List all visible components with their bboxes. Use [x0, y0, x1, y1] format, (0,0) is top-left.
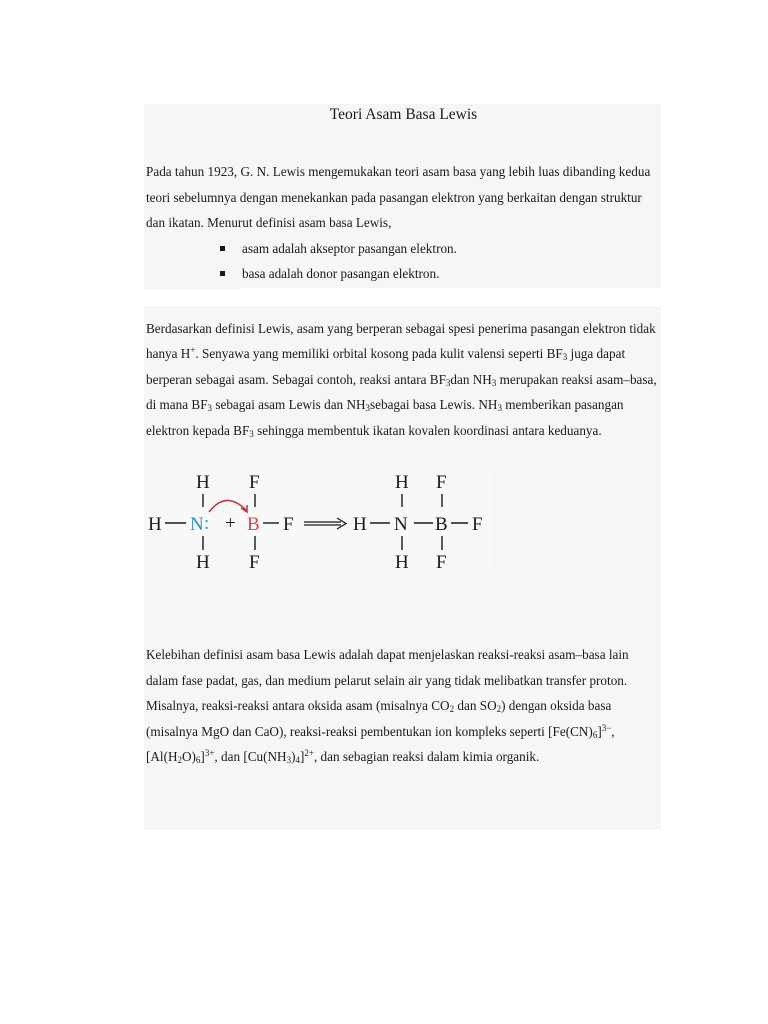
list-item-acid: asam adalah akseptor pasangan elektron.	[216, 236, 661, 262]
advantages-paragraph: Kelebihan definisi asam basa Lewis adalah dapat menjelaskan reaksi-reaksi asam–basa lain dalam fase padat, gas, dan medium pelarut selain air yang tidak melibatkan transfer proton. Misalnya, reaksi-reaksi antara oksida asam (misalnya $CO_2$ dan $SO_2$) dengan oksida basa (misalnya MgO dan CaO), reaksi-reaksi pembentukan ion kompleks seperti $[Fe(CN)_6]^{3-}$, $[Al(H_2O)_6]^{3+}$, dan $[Cu(NH_3)_4]^{2+}$, dan sebagian reaksi dalam kimia organik.	[146, 647, 629, 765]
atom-f: F	[472, 514, 483, 535]
intro-paragraph: Pada tahun 1923, G. N. Lewis mengemukakan teori asam basa yang lebih luas dibanding kedua teori sebelumnya dengan menekankan pada pasangan elektron yang berkaitan dengan struktur dan ikatan. Menurut definisi asam basa Lewis,	[146, 164, 651, 230]
reaction-figure	[146, 470, 491, 574]
definition-list	[146, 236, 661, 287]
document-title: Teori Asam Basa Lewis	[329, 106, 478, 123]
atom-h: H	[196, 552, 210, 573]
atom-h: H	[395, 472, 409, 493]
atom-n: N	[394, 514, 408, 535]
atom-b-colored: B	[247, 514, 260, 535]
atom-f: F	[249, 552, 260, 573]
atom-f: F	[283, 514, 294, 535]
atom-f: F	[436, 472, 447, 493]
document-body	[146, 104, 661, 770]
list-item-base: basa adalah donor pasangan elektron.	[216, 261, 661, 287]
atom-h: H	[353, 514, 367, 535]
plus-sign: +	[225, 513, 236, 534]
explanation-paragraph: Berdasarkan definisi Lewis, asam yang berperan sebagai spesi penerima pasangan elektron tidak hanya H+. Senyawa yang memiliki orbital kosong pada kulit valensi seperti $BF_3$ juga dapat berperan sebagai asam. Sebagai contoh, reaksi antara $BF_3dan$ $NH_3$ merupakan reaksi asam–basa, di mana $BF_3$ sebagai asam Lewis dan $NH_3sebagai$ basa Lewis. $NH_3$ memberikan pasangan elektron kepada $BF_3$ sehingga membentuk ikatan kovalen koordinasi antara keduanya.	[146, 320, 657, 439]
atom-h: H	[395, 552, 409, 573]
atom-b: B	[435, 514, 448, 535]
atom-n-colored: N	[190, 514, 204, 535]
lone-pair: :	[204, 513, 210, 534]
atom-h: H	[148, 514, 162, 535]
atom-f: F	[249, 472, 260, 493]
atom-h: H	[196, 472, 210, 493]
atom-f: F	[436, 552, 447, 573]
